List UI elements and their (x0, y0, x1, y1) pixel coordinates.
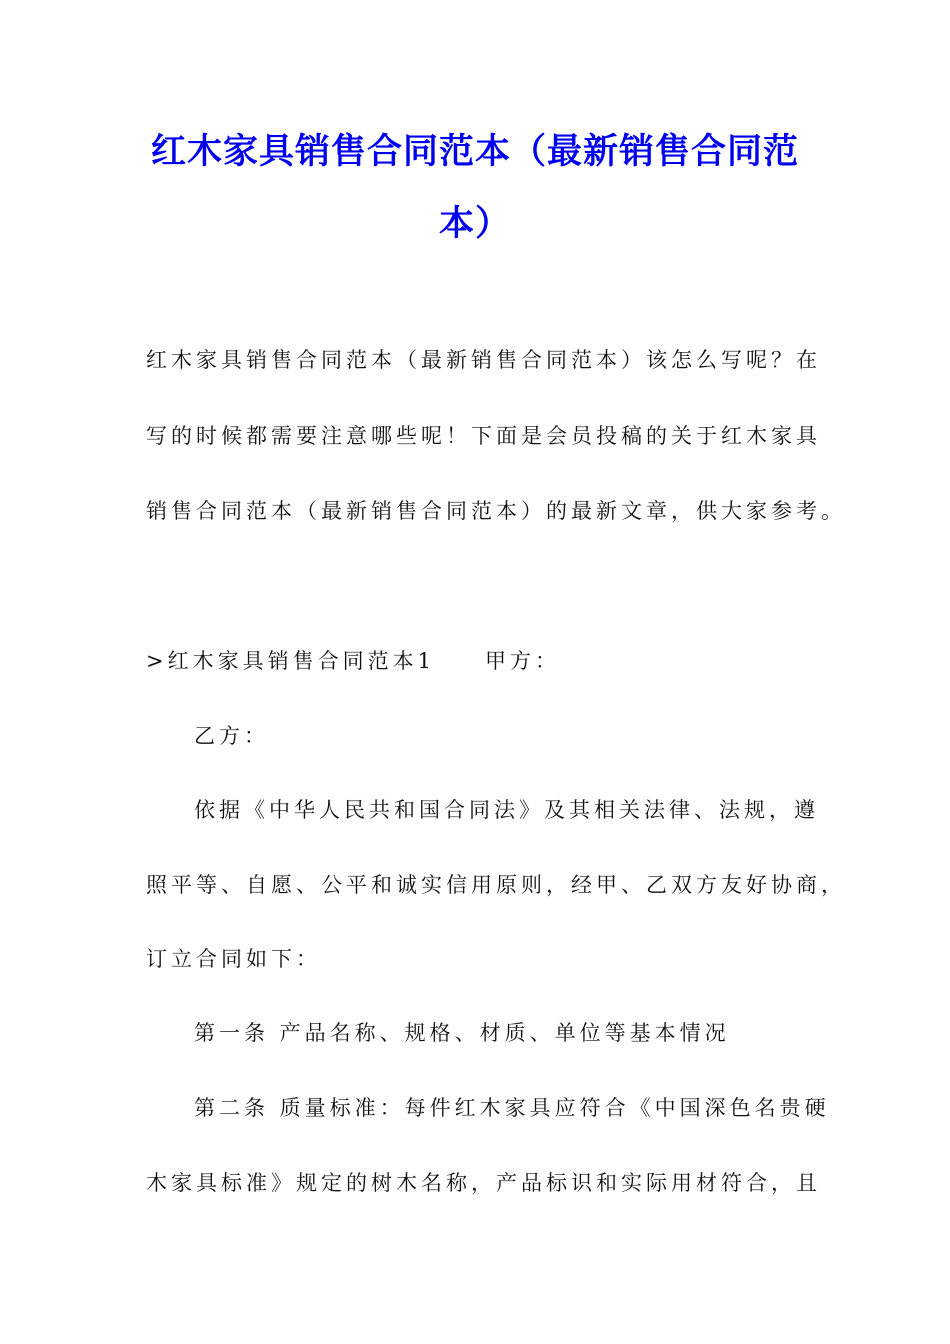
document-title-line-1: 红木家具销售合同范本（最新销售合同范 (150, 132, 799, 172)
section-heading: >红木家具销售合同范本1 甲方： (146, 649, 560, 673)
document-title-line-2: 本） (438, 204, 511, 244)
party-b-label: 乙方： (194, 724, 269, 748)
article-1: 第一条 产品名称、规格、材质、单位等基本情况 (194, 1021, 730, 1045)
intro-line-2: 写的时候都需要注意哪些呢！下面是会员投稿的关于红木家具 (146, 424, 821, 448)
basis-line-2: 照平等、自愿、公平和诚实信用原则，经甲、乙双方友好协商， (146, 873, 846, 897)
basis-line-3: 订立合同如下： (146, 947, 321, 971)
basis-line-1: 依据《中华人民共和国合同法》及其相关法律、法规，遵 (194, 798, 819, 822)
article-2-line-1: 第二条 质量标准：每件红木家具应符合《中国深色名贵硬 (194, 1096, 830, 1120)
intro-line-1: 红木家具销售合同范本（最新销售合同范本）该怎么写呢？在 (146, 348, 821, 372)
intro-line-3: 销售合同范本（最新销售合同范本）的最新文章，供大家参考。 (146, 499, 846, 523)
article-2-line-2: 木家具标准》规定的树木名称，产品标识和实际用材符合，且 (146, 1171, 821, 1195)
